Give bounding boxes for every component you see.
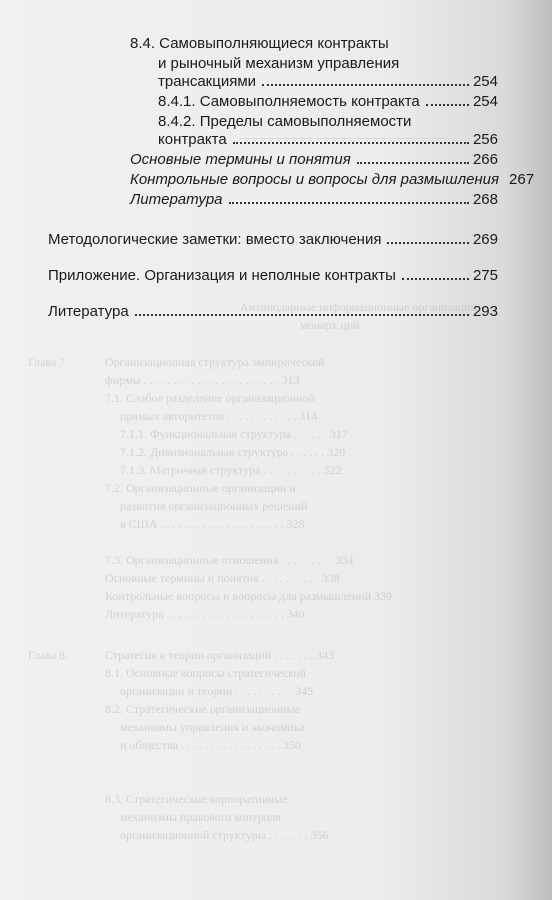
toc-8-4-entry: [158, 72, 498, 92]
toc-literature-title: Литература: [48, 303, 129, 320]
toc-8-4-line2: и рыночный механизм управления: [158, 55, 400, 72]
toc-8-4-2-entry: [158, 130, 498, 150]
dot-leader: [357, 162, 469, 164]
dot-leader: [262, 84, 469, 86]
toc-appendix-entry: [48, 266, 498, 286]
book-page: —————— ——— ——— ————— Антиподарные информационные организации монарх ций Глава 7. Организационная структура эмпирической фирмы . . . . . . . . . . . . . . . . . . . . . . . 313 7.1. Слабое разделение организационной прямых авторитетов . . . . . . . . . . . . 314 7.1.1. Функциональная структура . . . . . . 317 7.1.2. Дивизиональная структура . . . . . . 320 7.1.3. Матричная структура . . . . . . . . . . 322 7.2. Организационные организации и развития организационных решений в США . . . . . . . . . . . . . . . . . . . . . 328 7.3. Организационные отношения . . . . . . . . . 334 Основные термины и понятия . . . . . . . . . . 338 Контрольные вопросы и вопросы для размышлений 339 Литература . . . . . . . . . . . . . . . . . . . . 340 Глава 8. Стратегия в теории организаций . . . . . . . 343 8.1. Основные вопросы стратегической организации и теории . . . . . . . . . . 345 8.2. Стратегические организационные механизмы управления и экономика и общества . . . . . . . . . . . . . . . . . 350 8.3. Стратегические корпоративные механизмы правового контроля организационной структуры . . . . . . . 356 8.4. Самовыполняющиеся контракты и рыночный механизм управления трансакциями 254 8.4.1. Самовыполняемость контракта 254 8.4.2. Пределы самовыполняемости контракта 256 Основные термины и понятия 266 Контрольные вопросы и вопросы для размышления 267 Литература 268 Методологические заметки: вместо заключения 269 Приложение. Организация и неполные контракты 275 Литература 293: [0, 0, 552, 900]
toc-questions-title: Контрольные вопросы и вопросы для размышления: [130, 171, 500, 188]
toc-terms-entry: [130, 150, 498, 170]
page-number: 267: [509, 171, 535, 188]
toc-literature-entry: [48, 302, 498, 322]
dot-leader: [387, 242, 469, 244]
toc-terms-title: Основные термины и понятия: [130, 151, 351, 168]
toc-8-4-line1: 8.4. Самовыполняющиеся контракты: [130, 35, 389, 52]
toc-literature-ch-title: Литература: [130, 191, 223, 208]
page-number: 268: [472, 191, 498, 208]
page-number: 293: [472, 303, 498, 320]
dot-leader: [233, 142, 469, 144]
dot-leader: [229, 202, 469, 204]
toc-literature-ch-entry: [130, 190, 498, 210]
toc-method-notes-title: Методологические заметки: вместо заключения: [48, 231, 382, 248]
dot-leader: [402, 278, 469, 280]
toc-appendix-title: Приложение. Организация и неполные контракты: [48, 267, 396, 284]
page-number: 275: [472, 267, 498, 284]
toc-8-4-2-line1: 8.4.2. Пределы самовыполняемости: [158, 113, 412, 130]
dot-leader: [135, 314, 469, 316]
toc-8-4-1-title: 8.4.1. Самовыполняемость контракта: [158, 93, 420, 110]
toc-8-4-1-entry: [158, 92, 498, 112]
page-number: 254: [472, 73, 498, 90]
toc-method-notes-entry: [48, 230, 498, 250]
page-number: 269: [472, 231, 498, 248]
dot-leader: [426, 104, 469, 106]
page-number: 256: [472, 131, 498, 148]
page-number: 254: [472, 93, 498, 110]
page-number: 266: [472, 151, 498, 168]
toc-8-4-2-line2: контракта: [158, 131, 227, 148]
toc-8-4-line3: трансакциями: [158, 73, 257, 90]
toc-questions-entry: [130, 170, 535, 190]
